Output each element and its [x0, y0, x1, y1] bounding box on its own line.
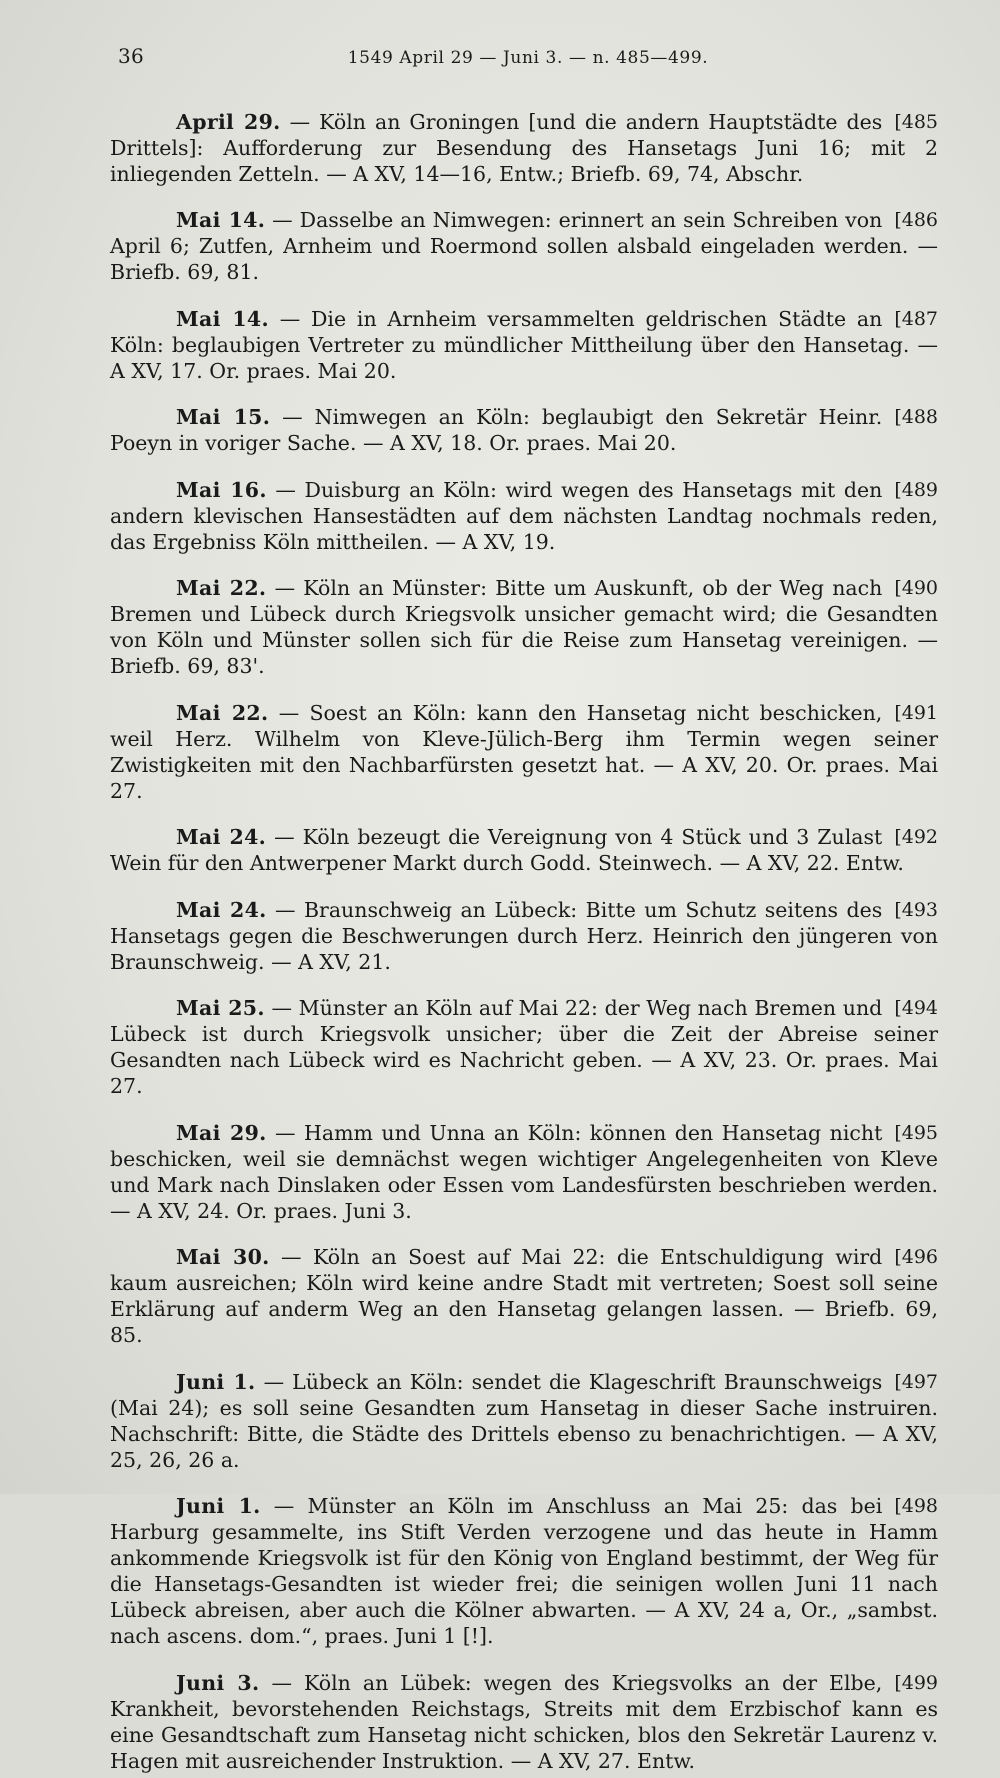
running-head	[118, 44, 938, 74]
entry-date: Mai 25.	[176, 996, 265, 1020]
page-number: 36	[118, 44, 145, 68]
entry-488	[110, 404, 938, 456]
entry-489	[110, 477, 938, 555]
entry-496	[110, 1244, 938, 1348]
entry-491	[110, 700, 938, 804]
entry-date: Mai 15.	[176, 405, 271, 429]
entry-text: — Dasselbe an Nimwegen: erinnert an sein Schreiben von April 6; Zutfen, Arnheim und Roermond sollen alsbald eingeladen werden. — Briefb. 69, 81.	[110, 208, 938, 284]
entry-date: Mai 22.	[176, 576, 267, 600]
entry-text: — Köln an Lübek: wegen des Kriegsvolks an der Elbe, Krankheit, bevorstehenden Reichstags, Streits mit dem Erzbischof kann es eine Gesandtschaft zum Hansetag nicht schicken, blos den Sekretär Laurenz v. Hagen mit ausreichender Instruktion. — A XV, 27. Entw.	[110, 1670, 938, 1773]
entry-text: — Die in Arnheim versammelten geldrischen Städte an Köln: beglaubigen Vertreter zu mündlicher Mittheilung über den Hansetag. — A XV, 17. Or. praes. Mai 20.	[110, 306, 938, 383]
entry-text: — Nimwegen an Köln: beglaubigt den Sekretär Heinr. Poeyn in voriger Sache. — A XV, 18. Or. praes. Mai 20.	[110, 405, 883, 455]
entry-date: April 29.	[176, 109, 281, 134]
entry-number: [492	[894, 826, 938, 848]
entry-date: Mai 16.	[176, 477, 267, 502]
entry-485	[110, 109, 938, 187]
entry-date: Mai 29.	[176, 1120, 267, 1145]
entry-text: — Duisburg an Köln: wird wegen des Hansetags mit den andern klevischen Hansestädten auf dem nächsten Landtag nochmals reden, das Ergebniss Köln mittheilen. — A XV, 19.	[110, 477, 938, 554]
entry-date: Mai 24.	[176, 825, 267, 849]
entry-date: Mai 14.	[176, 208, 266, 232]
entry-number: [496	[894, 1246, 938, 1268]
entry-number: [486	[894, 209, 938, 231]
entry-text: — Braunschweig an Lübeck: Bitte um Schutz seitens des Hansetags gegen die Beschwerungen durch Herz. Heinrich den jüngeren von Braunschweig. — A XV, 21.	[110, 897, 938, 974]
entry-date: Juni 1.	[176, 1494, 261, 1518]
entry-text: — Münster an Köln auf Mai 22: der Weg nach Bremen und Lübeck ist durch Kriegsvolk unsicher; über die Zeit der Abreise seiner Gesandten nach Lübeck wird es Nachricht geben. — A XV, 23. Or. praes. Mai 27.	[110, 996, 938, 1098]
entry-number: [499	[894, 1671, 938, 1694]
entry-number: [498	[894, 1495, 938, 1517]
entry-date: Juni 1.	[176, 1369, 256, 1394]
entry-492	[110, 824, 938, 876]
entry-487	[110, 306, 938, 384]
entry-494	[110, 995, 938, 1099]
entry-text: — Köln an Soest auf Mai 22: die Entschuldigung wird kaum ausreichen; Köln wird keine andre Stadt mit vertreten; Soest soll seine Erklärung auf anderm Weg an den Hansetag gelangen lassen. — Briefb. 69, 85.	[110, 1245, 938, 1347]
entry-490	[110, 575, 938, 679]
entry-text: — Münster an Köln im Anschluss an Mai 25: das bei Harburg gesammelte, ins Stift Verden verzogene und das heute in Hamm ankommende Kriegsvolk ist für den König von England bestimmt, der Weg für die Hansetags-Gesandten ist wieder frei; die seinigen wollen Juni 11 nach Lübeck abreisen, aber auch die Kölner abwarten. — A XV, 24 a, Or., „sambst. nach ascens. dom.“, praes. Juni 1 [!].	[110, 1494, 938, 1648]
entry-date: Mai 24.	[176, 897, 267, 922]
entry-text: — Hamm und Unna an Köln: können den Hansetag nicht beschicken, weil sie demnächst wegen wichtiger Angelegenheiten von Kleve und Mark nach Dinslaken oder Essen vom Landesfürsten beschrieben werden. — A XV, 24. Or. praes. Juni 3.	[110, 1120, 938, 1223]
entry-number: [494	[894, 997, 938, 1019]
entry-date: Mai 30.	[176, 1245, 270, 1269]
entry-text: — Köln bezeugt die Vereignung von 4 Stück und 3 Zulast Wein für den Antwerpener Markt durch Godd. Steinwech. — A XV, 22. Entw.	[110, 825, 904, 875]
entry-number: [488	[894, 406, 938, 428]
entry-497	[110, 1369, 938, 1473]
entry-number: [491	[894, 701, 938, 724]
entry-495	[110, 1120, 938, 1224]
entry-499	[110, 1670, 938, 1774]
entry-number: [487	[894, 307, 938, 330]
entry-486	[110, 207, 938, 285]
entry-date: Mai 14.	[176, 306, 269, 331]
entry-number: [485	[894, 110, 938, 133]
entry-493	[110, 897, 938, 975]
entries-list	[110, 88, 938, 1778]
entry-date: Juni 3.	[176, 1670, 260, 1695]
entry-number: [497	[894, 1370, 938, 1393]
entry-date: Mai 22.	[176, 700, 269, 725]
entry-498	[110, 1493, 938, 1649]
entry-number: [489	[894, 478, 938, 501]
entry-number: [495	[894, 1121, 938, 1144]
entry-number: [490	[894, 577, 938, 599]
header-range: 1549 April 29 — Juni 3. — n. 485—499.	[347, 48, 709, 68]
entry-text: — Köln an Groningen [und die andern Hauptstädte des Drittels]: Aufforderung zur Besendung des Hansetags Juni 16; mit 2 inliegenden Zetteln. — A XV, 14—16, Entw.; Briefb. 69, 74, Abschr.	[110, 109, 938, 186]
entry-text: — Lübeck an Köln: sendet die Klageschrift Braunschweigs (Mai 24); es soll seine Gesandten zum Hansetag in dieser Sache instruiren. Nachschrift: Bitte, die Städte des Drittels ebenso zu benachrichtigen. — A XV, 25, 26, 26 a.	[110, 1369, 938, 1472]
entry-text: — Köln an Münster: Bitte um Auskunft, ob der Weg nach Bremen und Lübeck durch Kriegsvolk unsicher gemacht wird; die Gesandten von Köln und Münster sollen sich für die Reise zum Hansetag vereinigen. — Briefb. 69, 83'.	[110, 576, 938, 678]
entry-text: — Soest an Köln: kann den Hansetag nicht beschicken, weil Herz. Wilhelm von Kleve-Jülich-Berg ihm Termin wegen seiner Zwistigkeiten mit den Nachbarfürsten gesetzt hat. — A XV, 20. Or. praes. Mai 27.	[110, 700, 938, 803]
entry-number: [493	[894, 898, 938, 921]
